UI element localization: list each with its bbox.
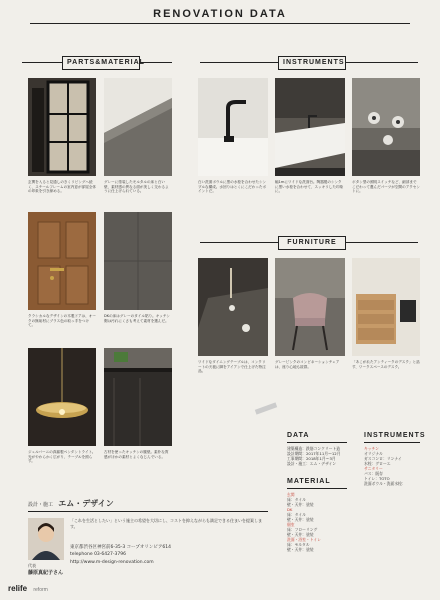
material-line: 床：モルタル: [287, 542, 310, 547]
data-line: 工事期間：2018年1月〜3月: [287, 456, 336, 461]
photo-desk: [352, 258, 420, 356]
material-line: DK: [287, 507, 293, 512]
relife-logo: relife reform: [8, 584, 48, 593]
material-line: 洗面・浴室・トイレ: [287, 537, 321, 542]
faucet-illustration: [198, 78, 268, 176]
caption-9: 古材を使ったキッチンの腰壁。素朴な質感がほかの素材とよくなじんでいる。: [104, 450, 169, 459]
rep-name: 藤原真紀子さん: [28, 570, 64, 576]
caption-3: 白い洗面ボウルに黒の水栓を合わせたシンプルな構成。水回りはとくにこだわったポイントだ。: [198, 180, 267, 194]
data-line: 設計期間：2017年11月〜12月: [287, 451, 341, 456]
tape-decoration: [255, 402, 277, 414]
material-line: 壁・天井：塗装: [287, 502, 314, 507]
company-address: 東京都渋谷区神宮前6-35-3 コープオリンピア614: [70, 545, 171, 550]
photo-pendant-light: [28, 348, 96, 446]
sink-illustration: [275, 78, 345, 176]
caption-7: DKの床はグレーのタイル貼り。キッチン側は汚れにくさも考えて素材を選んだ。: [104, 314, 170, 323]
floor-wall-illustration: [104, 78, 172, 176]
data-line: 設計・施工：エム・デザイン: [287, 461, 337, 466]
company-block: [28, 498, 114, 509]
instruments-list: [364, 446, 424, 486]
tile-floor-illustration: [104, 212, 172, 310]
desk-illustration: [352, 258, 420, 356]
caption-6: クラシカルなデザインの木製ドアは、オークの無垢材にブラス色の取っ手をつけて。: [28, 314, 96, 328]
instruments-line: 洗面ボウル・洗面水栓：: [364, 481, 406, 486]
section-label-instruments: INSTRUMENTS: [278, 56, 346, 70]
data-rule: [287, 442, 347, 443]
section-label-parts: PARTS&MATERIAL: [62, 56, 140, 70]
instruments-line: 水栓：グローエ: [364, 461, 391, 466]
instruments-line: オリジナル: [364, 451, 383, 456]
company-url[interactable]: http://www.m-design-renovation.com: [70, 560, 154, 565]
instruments-line: バス：既存: [364, 471, 383, 476]
material-list: [287, 492, 359, 552]
pendant-illustration: [28, 348, 96, 446]
door-illustration: [28, 212, 96, 310]
instruments-heading: INSTRUMENTS: [364, 432, 426, 439]
company-name: エム・デザイン: [58, 499, 114, 508]
caption-11: グレーピンクのコンビネーションチェアは、座り心地も抜群。: [275, 360, 340, 369]
company-rule: [28, 511, 268, 512]
chair-illustration: [275, 258, 345, 356]
photo-floor-wall: [104, 78, 172, 176]
caption-4: 幅1mにワイドな洗面台。陶器製のシンクに黒い水栓を合わせて、スッキリした印象に。: [275, 180, 344, 194]
steel-window-illustration: [28, 78, 96, 176]
switches-illustration: [352, 78, 420, 176]
material-rule: [287, 488, 347, 489]
material-line: 床：タイル: [287, 512, 306, 517]
person-portrait-icon: [28, 518, 64, 560]
company-message: 「これを生活としたい」という施主の希望を大切にし、コストを抑えながらも満足できる住まいを提案します。: [70, 518, 262, 529]
rep-label: 代表: [28, 563, 36, 568]
section-label-furniture: FURNITURE: [278, 236, 346, 250]
instruments-data-rule: [364, 442, 420, 443]
data-heading: DATA: [287, 432, 310, 439]
material-heading: MATERIAL: [287, 478, 331, 485]
caption-10: ワイドなダイニングテーブルは、コンクリートの天板に脚をアイアンで仕上げた特注品。: [198, 360, 266, 374]
material-line: 玄関: [287, 492, 295, 497]
page-title: RENOVATION DATA: [153, 8, 287, 20]
photo-dining-table: [198, 258, 268, 356]
instruments-line: ガスコンロ：リンナイ: [364, 456, 402, 461]
material-line: 床：フローリング: [287, 527, 318, 532]
dining-table-illustration: [198, 258, 268, 356]
photo-steel-window: [28, 78, 96, 176]
material-line: 壁・天井：塗装: [287, 547, 314, 552]
instruments-line: サニタリー: [364, 466, 383, 471]
caption-5: ボタン型の照明スイッチなど、細部までこだわって選んだパーツが空間のアクセントに。: [352, 180, 420, 194]
company-label: 設計・施工: [28, 502, 54, 508]
photo-switches: [352, 78, 420, 176]
instruments-line: トイレ：TOTO: [364, 476, 390, 481]
caption-12: 「あこがれたアンティークのデスク」と話す、ワークスペースのデスク。: [352, 360, 420, 369]
representative-photo: [28, 518, 64, 560]
photo-wide-sink: [275, 78, 345, 176]
data-line: 建築構造：鉄筋コンクリート造: [287, 446, 341, 451]
caption-2: グレーに塗装したモルタルの床と白い壁、素材感の異なる面が美しく交わるように仕上げられている。: [104, 180, 169, 194]
photo-wood-door: [28, 212, 96, 310]
company-phone: telephone 03-6427-3796: [70, 552, 126, 557]
photo-tile-floor: [104, 212, 172, 310]
photo-chair: [275, 258, 345, 356]
material-line: 壁・天井：塗装: [287, 517, 314, 522]
title-rule: [30, 23, 410, 24]
instruments-line: キッチン: [364, 446, 379, 451]
photo-washbasin-faucet: [198, 78, 268, 176]
material-line: 床：タイル: [287, 497, 306, 502]
caption-1: 玄関を入ると見通しのきくリビングへ続く、スチールフレームの室内窓が部屋全体の印象を引き締める。: [28, 180, 96, 194]
data-lines: [287, 446, 359, 466]
photo-kitchen-wall: [104, 348, 172, 446]
material-line: 個室: [287, 522, 295, 527]
caption-8: ジェルバーニの真鍮製ペンダントライト。光がやわらかく広がり、テーブルを照らす。: [28, 450, 96, 464]
kitchen-wall-illustration: [104, 348, 172, 446]
material-line: 壁・天井：塗装: [287, 532, 314, 537]
